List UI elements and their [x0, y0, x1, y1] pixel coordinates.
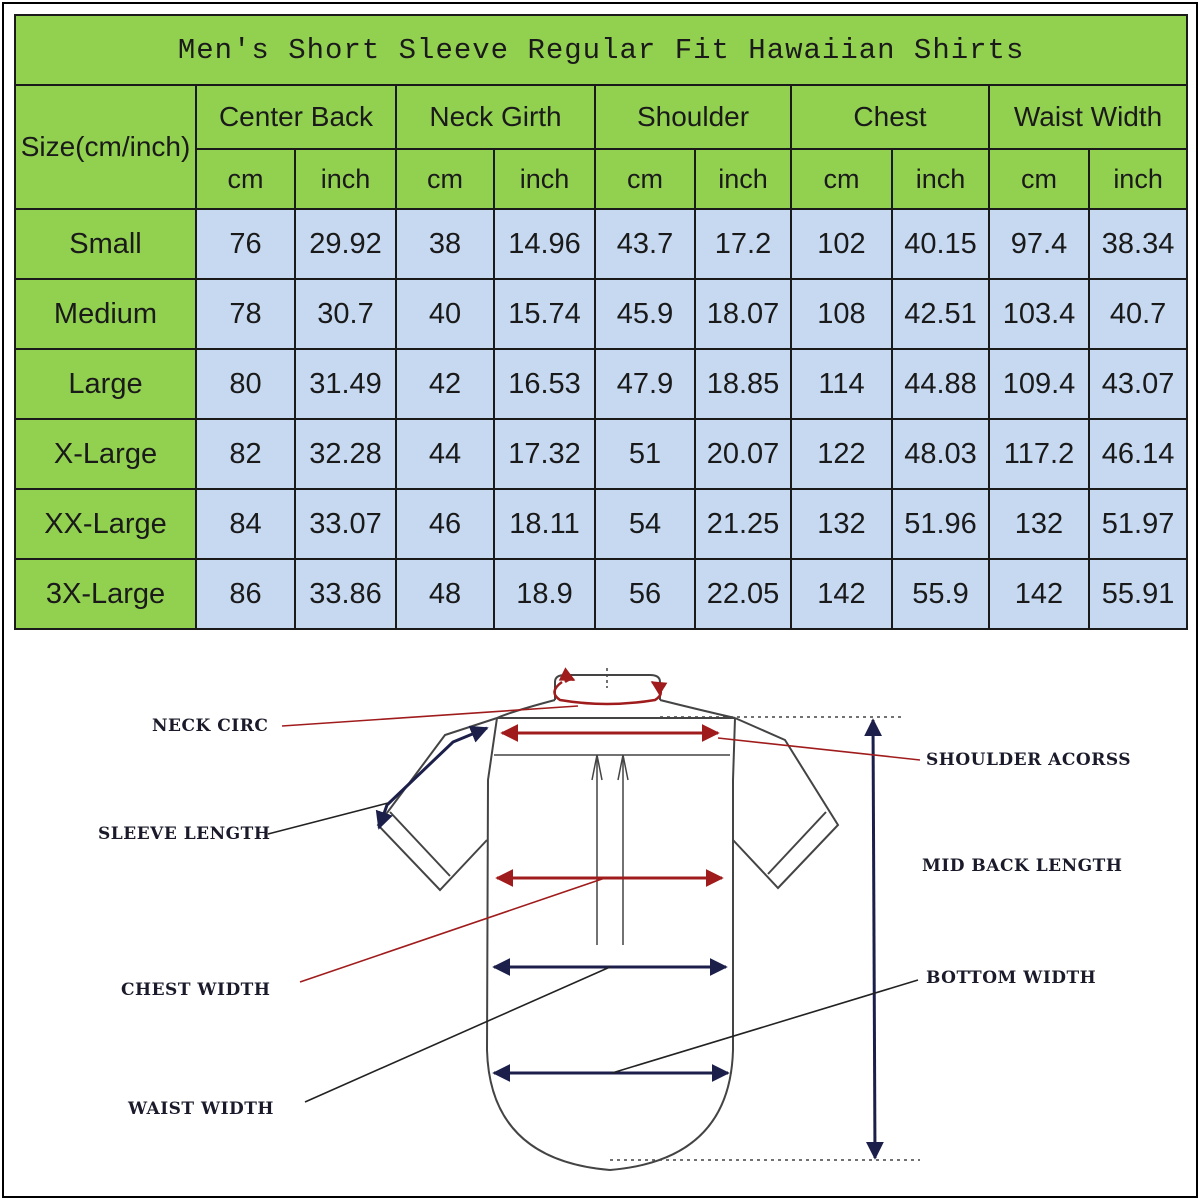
measurement-cell: 40.15	[892, 209, 989, 279]
size-row	[15, 419, 1187, 489]
measurement-cell: 18.85	[695, 349, 791, 419]
measurement-cell: 30.7	[295, 279, 396, 349]
measurement-cell: 42	[396, 349, 494, 419]
size-rows	[15, 209, 1187, 629]
label-mid-back-length: MID BACK LENGTH	[922, 856, 1123, 876]
measurement-cell: 132	[791, 489, 892, 559]
measurement-cell: 55.91	[1089, 559, 1187, 629]
measurement-cell: 20.07	[695, 419, 791, 489]
measurement-cell: 45.9	[595, 279, 695, 349]
unit-header-inch: inch	[695, 149, 791, 209]
size-label: Large	[15, 349, 196, 419]
label-neck-circ: NECK CIRC	[152, 716, 269, 736]
measurement-cell: 16.53	[494, 349, 595, 419]
size-label: X-Large	[15, 419, 196, 489]
unit-header-inch: inch	[494, 149, 595, 209]
measurement-cell: 22.05	[695, 559, 791, 629]
measurement-cell: 142	[989, 559, 1089, 629]
measurement-cell: 18.07	[695, 279, 791, 349]
label-chest-width: CHEST WIDTH	[121, 980, 271, 1000]
measurement-cell: 43.7	[595, 209, 695, 279]
size-label: 3X-Large	[15, 559, 196, 629]
unit-header-inch: inch	[295, 149, 396, 209]
measurement-cell: 109.4	[989, 349, 1089, 419]
measurement-cell: 51.96	[892, 489, 989, 559]
unit-header-cm: cm	[595, 149, 695, 209]
measurement-cell: 97.4	[989, 209, 1089, 279]
measurement-cell: 17.2	[695, 209, 791, 279]
measurement-cell: 29.92	[295, 209, 396, 279]
measurement-cell: 132	[989, 489, 1089, 559]
size-row	[15, 209, 1187, 279]
measurement-cell: 82	[196, 419, 295, 489]
label-sleeve-length: SLEEVE LENGTH	[98, 824, 271, 844]
measurement-cell: 42.51	[892, 279, 989, 349]
size-row	[15, 349, 1187, 419]
measurement-cell: 86	[196, 559, 295, 629]
measure-header-chest: Chest	[791, 85, 989, 149]
measurement-cell: 46	[396, 489, 494, 559]
measurement-cell: 56	[595, 559, 695, 629]
measurement-cell: 44	[396, 419, 494, 489]
measurement-cell: 47.9	[595, 349, 695, 419]
measure-header-neck-girth: Neck Girth	[396, 85, 595, 149]
measurement-cell: 44.88	[892, 349, 989, 419]
measurement-cell: 15.74	[494, 279, 595, 349]
leader-lines	[268, 706, 920, 1102]
measurement-cell: 48	[396, 559, 494, 629]
measurement-cell: 51	[595, 419, 695, 489]
measurement-cell: 78	[196, 279, 295, 349]
size-label: XX-Large	[15, 489, 196, 559]
measurement-cell: 108	[791, 279, 892, 349]
measurement-cell: 40.7	[1089, 279, 1187, 349]
unit-header-cm: cm	[989, 149, 1089, 209]
measurement-cell: 84	[196, 489, 295, 559]
size-row	[15, 279, 1187, 349]
measurement-cell: 38	[396, 209, 494, 279]
back-length-arrow	[873, 720, 875, 1158]
size-label: Medium	[15, 279, 196, 349]
measurement-cell: 18.11	[494, 489, 595, 559]
size-label: Small	[15, 209, 196, 279]
unit-header-cm: cm	[196, 149, 295, 209]
measurement-cell: 33.07	[295, 489, 396, 559]
measurement-cell: 32.28	[295, 419, 396, 489]
size-header: Size(cm/inch)	[15, 85, 196, 209]
measurement-cell: 122	[791, 419, 892, 489]
measurement-cell: 48.03	[892, 419, 989, 489]
measure-header-waist-width: Waist Width	[989, 85, 1187, 149]
chart-title: Men's Short Sleeve Regular Fit Hawaiian Shirts	[15, 15, 1187, 85]
unit-header-inch: inch	[892, 149, 989, 209]
measurement-cell: 38.34	[1089, 209, 1187, 279]
size-chart-table	[14, 14, 1188, 630]
measurement-cell: 80	[196, 349, 295, 419]
unit-header-inch: inch	[1089, 149, 1187, 209]
measurement-cell: 117.2	[989, 419, 1089, 489]
shirt-measurement-diagram	[0, 640, 1200, 1200]
measurement-cell: 51.97	[1089, 489, 1187, 559]
measurement-cell: 33.86	[295, 559, 396, 629]
measure-header-shoulder: Shoulder	[595, 85, 791, 149]
measure-header-center-back: Center Back	[196, 85, 396, 149]
size-row	[15, 489, 1187, 559]
sleeve-arrow	[379, 728, 487, 828]
measurement-cell: 14.96	[494, 209, 595, 279]
measurement-cell: 114	[791, 349, 892, 419]
measurement-cell: 76	[196, 209, 295, 279]
measurement-cell: 18.9	[494, 559, 595, 629]
measurement-cell: 55.9	[892, 559, 989, 629]
unit-header-cm: cm	[396, 149, 494, 209]
label-bottom-width: BOTTOM WIDTH	[926, 968, 1097, 988]
measurement-cell: 142	[791, 559, 892, 629]
neck-circ-marker	[554, 679, 660, 704]
measurement-cell: 103.4	[989, 279, 1089, 349]
measurement-cell: 102	[791, 209, 892, 279]
measurement-cell: 43.07	[1089, 349, 1187, 419]
measurement-cell: 40	[396, 279, 494, 349]
measurement-cell: 17.32	[494, 419, 595, 489]
label-shoulder-across: SHOULDER ACORSS	[926, 750, 1132, 770]
measurement-cell: 54	[595, 489, 695, 559]
size-row	[15, 559, 1187, 629]
unit-header-cm: cm	[791, 149, 892, 209]
measurement-cell: 46.14	[1089, 419, 1187, 489]
measurement-cell: 31.49	[295, 349, 396, 419]
measurement-cell: 21.25	[695, 489, 791, 559]
label-waist-width: WAIST WIDTH	[128, 1099, 274, 1119]
